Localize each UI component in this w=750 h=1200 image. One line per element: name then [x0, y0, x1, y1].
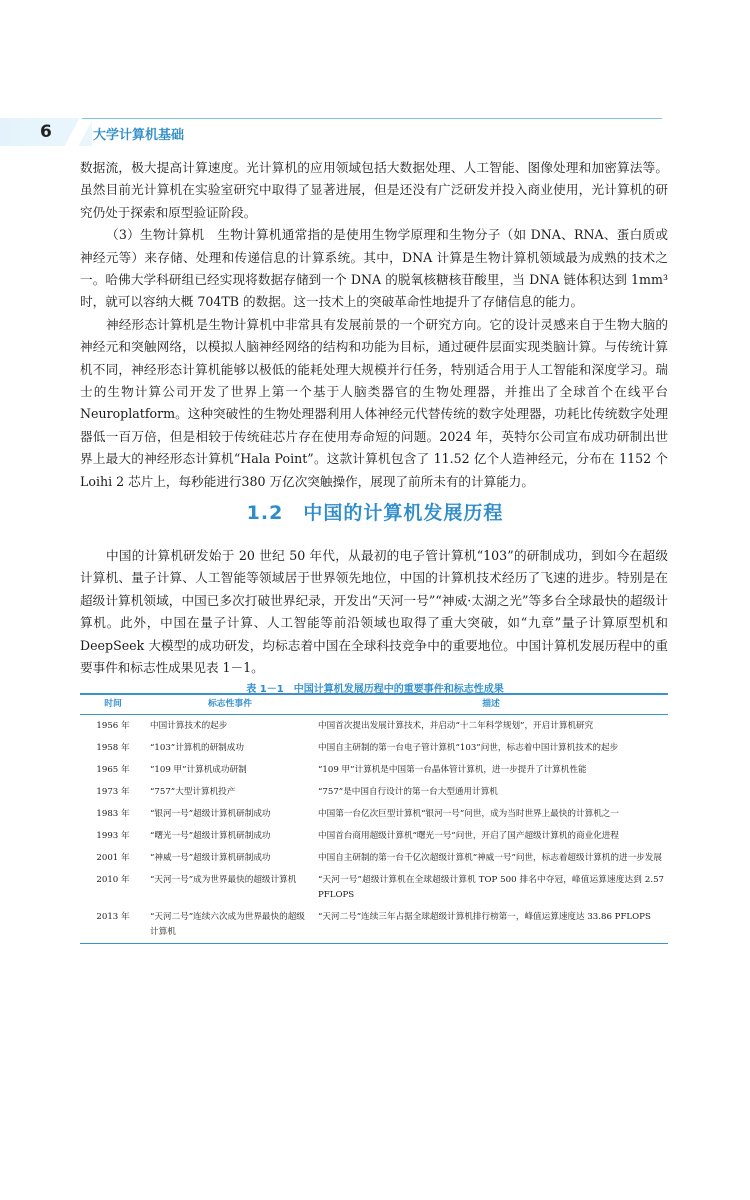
body-text-block-1 [80, 157, 668, 493]
cell-description: 中国自主研制的第一台电子管计算机“103”问世，标志着中国计算机技术的起步 [318, 743, 619, 753]
header-rule [82, 118, 662, 119]
cell-year: 1973 年 [96, 787, 130, 797]
cell-event: “天河一号”成为世界最快的超级计算机 [150, 875, 297, 885]
page-number: 6 [40, 122, 52, 142]
cell-event: “曙光一号”超级计算机研制成功 [150, 831, 271, 841]
cell-event: “103”计算机的研制成功 [150, 743, 244, 753]
section-heading: 1.2 中国的计算机发展历程 [246, 502, 504, 524]
cell-year: 1965 年 [96, 765, 130, 775]
cell-year: 2010 年 [96, 875, 130, 885]
cell-year: 2001 年 [96, 853, 130, 863]
table-row [80, 869, 668, 906]
table-caption: 表 1－1 中国计算机发展历程中的重要事件和标志性成果 [246, 684, 504, 695]
table-header-row [80, 694, 668, 715]
cell-year: 1983 年 [96, 809, 130, 819]
cell-description: 中国首台商用超级计算机“曙光一号”问世，开启了国产超级计算机的商业化进程 [318, 831, 619, 841]
book-title: 大学计算机基础 [93, 128, 185, 143]
cell-description: “109 甲”计算机是中国第一台晶体管计算机，进一步提升了计算机性能 [318, 765, 587, 775]
cell-event: “757”大型计算机投产 [150, 787, 236, 797]
table-row [80, 825, 668, 847]
cell-year: 1958 年 [96, 743, 130, 753]
cell-description: “天河二号”连续三年占据全球超级计算机排行榜第一，峰值运算速度达 33.86 PFLOPS [318, 912, 651, 922]
cell-event: “109 甲”计算机成功研制 [150, 765, 247, 775]
cell-year: 2013 年 [96, 912, 130, 922]
cell-description: 中国第一台亿次巨型计算机“银河一号”问世，成为当时世界上最快的计算机之一 [318, 809, 619, 819]
timeline-table [80, 693, 668, 944]
table-row [80, 759, 668, 781]
column-header-description: 描述 [482, 699, 500, 709]
cell-event: “天河二号”连续六次成为世界最快的超级计算机 [150, 912, 305, 937]
paragraph: 神经形态计算机是生物计算机中非常具有发展前景的一个研究方向。它的设计灵感来自于生物大脑的神经元和突触网络，以模拟人脑神经网络的结构和功能为目标，通过硬件层面实现类脑计算。与传统计算机不同，神经形态计算机能够以极低的能耗处理大规模并行任务，特别适合用于人工智能和深度学习。瑞士的生物计算公司开发了世界上第一个基于人脑类器官的生物处理器，并推出了全球首个在线平台 Neuroplatform。这种突破性的生物处理器利用人体神经元代替传统的数字处理器，功耗比传统数字处理器低一百万倍，但是相较于传统硅芯片存在使用寿命短的问题。2024 年，英特尔公司宣布成功研制出世界上最大的神经形态计算机“Hala Point”。这款计算机包含了 11.52 亿个人造神经元，分布在 1152 个 Loihi 2 芯片上，每秒能进行380 万亿次突触操作，展现了前所未有的计算能力。 [80, 316, 668, 489]
table-row [80, 715, 668, 738]
column-header-event: 标志性事件 [208, 699, 252, 709]
cell-description: “757”是中国自行设计的第一台大型通用计算机 [318, 787, 498, 797]
paragraph: 中国的计算机研发始于 20 世纪 50 年代，从最初的电子管计算机“103”的研制成功，到如今在超级计算机、量子计算、人工智能等领域居于世界领先地位，中国的计算机技术经历了飞速的进步。特别是在超级计算机领域，中国已多次打破世界纪录，开发出“天河一号”“神威·太湖之光”等多台全球最快的超级计算机。此外，中国在量子计算、人工智能等前沿领域也取得了重大突破，如“九章”量子计算原型机和 DeepSeek 大模型的成功研发，均标志着中国在全球科技竞争中的重要地位。中国计算机发展历程中的重要事件和标志性成果见表 1－1。 [80, 548, 668, 676]
paragraph: （3）生物计算机 生物计算机通常指的是使用生物学原理和生物分子（如 DNA、RNA、蛋白质或神经元等）来存储、处理和传递信息的计算系统。其中，DNA 计算是生物计算机领域最为成熟的技术之一。哈佛大学科研组已经实现将数据存储到一个 DNA 的脱氧核糖核苷酸里，当 DNA 链体积达到 1mm³ 时，就可以容纳大概 704TB 的数据。这一技术上的突破革命性地提升了存储信息的能力。 [80, 227, 668, 310]
table-row [80, 847, 668, 869]
table-row [80, 781, 668, 803]
cell-event: 中国计算技术的起步 [150, 721, 228, 731]
cell-description: “天河一号”超级计算机在全球超级计算机 TOP 500 排名中夺冠，峰值运算速度达到 2.57 PFLOPS [318, 875, 664, 900]
table-row [80, 906, 668, 944]
running-header [0, 118, 750, 148]
cell-description: 中国自主研制的第一台千亿次超级计算机“神威一号”问世，标志着超级计算机的进一步发展 [318, 853, 662, 863]
body-text-block-2 [80, 545, 668, 679]
table-row [80, 737, 668, 759]
cell-year: 1993 年 [96, 831, 130, 841]
table-row [80, 803, 668, 825]
column-header-time: 时间 [104, 699, 122, 709]
paragraph: 数据流，极大提高计算速度。光计算机的应用领域包括大数据处理、人工智能、图像处理和加密算法等。虽然目前光计算机在实验室研究中取得了显著进展，但是还没有广泛研发并投入商业使用，光计算机的研究仍处于探索和原型验证阶段。 [80, 160, 668, 220]
cell-event: “神威一号”超级计算机研制成功 [150, 853, 271, 863]
cell-year: 1956 年 [96, 721, 130, 731]
cell-event: “银河一号”超级计算机研制成功 [150, 809, 271, 819]
cell-description: 中国首次提出发展计算技术，并启动“十二年科学规划”，开启计算机研究 [318, 721, 594, 731]
